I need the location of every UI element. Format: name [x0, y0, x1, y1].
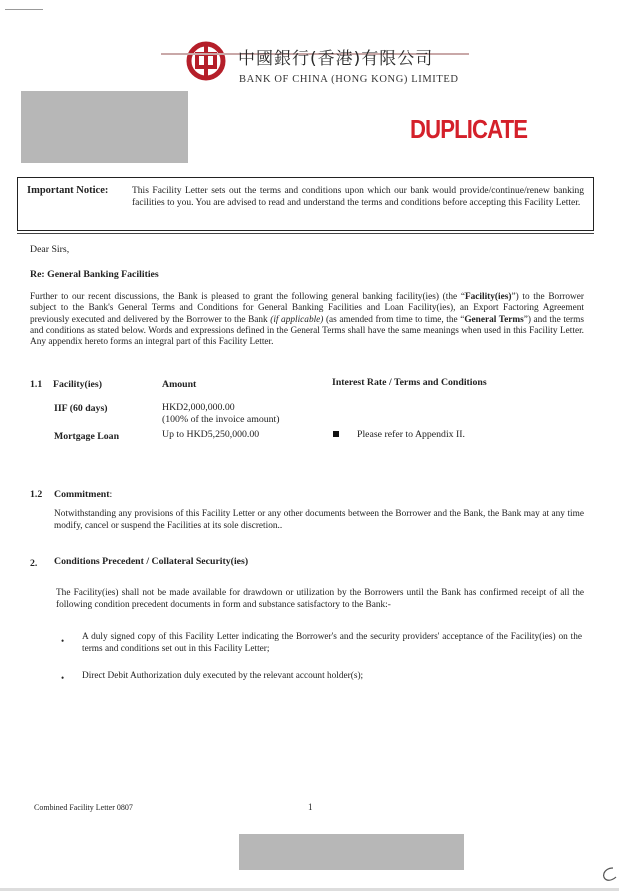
notice-text: This Facility Letter sets out the terms and conditions upon which our bank would provide/continue/renew banking facilities to you. You are advised to read and understand the terms and conditions before accepting this Facility Letter.	[132, 186, 584, 208]
col-terms-header: Interest Rate / Terms and Conditions	[332, 377, 487, 388]
facility-row-2-terms: Please refer to Appendix II.	[357, 429, 465, 440]
footer-form-code: Combined Facility Letter 0807	[34, 803, 133, 812]
corner-curl-icon	[597, 864, 617, 884]
section-1-1-number: 1.1	[30, 379, 43, 390]
bank-name-english: BANK OF CHINA (HONG KONG) LIMITED	[239, 74, 459, 85]
square-bullet-icon	[333, 431, 339, 437]
section-1-2-number: 1.2	[30, 489, 43, 500]
page-number: 1	[308, 802, 313, 812]
intro-paragraph: Further to our recent discussions, the Bank is pleased to grant the following general banking facility(ies) (the “Facility(ies)”) to the Borrower subject to the Bank's General Terms and Conditions for General Banking Facilities and Loan Facility(ies), an Export Factoring Agreement previously executed and delivered by the Borrower to the Bank (if applicable) (as amended from time to time, the “General Terms”) and the terms and conditions as stated below. Words and expressions defined in the General Terms shall have the same meanings when used in this Facility Letter. Any appendix hereto forms an integral part of this Facility Letter.	[30, 292, 584, 348]
notice-underline	[17, 233, 594, 234]
re-line: Re: General Banking Facilities	[30, 269, 159, 280]
bank-logo-icon	[186, 41, 226, 81]
col-amount-header: Amount	[162, 379, 197, 390]
notice-label: Important Notice:	[27, 185, 109, 196]
bank-name-chinese: 中國銀行(香港)有限公司	[238, 49, 434, 69]
condition-item-2: Direct Debit Authorization duly executed by the relevant account holder(s);	[82, 671, 364, 681]
section-1-2-text: Notwithstanding any provisions of this Facility Letter or any other documents between the Borrower and the Bank, the Bank may at any time modify, cancel or suspend the Facilities at its sole discretion..	[54, 509, 584, 531]
condition-item-1: A duly signed copy of this Facility Letter indicating the Borrower's and the security providers' acceptance of the Facility(ies) on the terms and conditions set out in this Facility Letter;	[82, 632, 582, 654]
redacted-footer-block	[239, 834, 464, 870]
bullet-icon: •	[61, 673, 65, 683]
redacted-address-block	[21, 91, 188, 163]
scan-artifact	[5, 9, 43, 13]
facility-row-2-amount: Up to HKD5,250,000.00	[162, 429, 260, 440]
facility-row-1-name: IIF (60 days)	[54, 403, 108, 414]
facility-row-1-note: (100% of the invoice amount)	[162, 414, 280, 425]
section-2-number: 2.	[30, 558, 38, 569]
section-1-2-title: Commitment:	[54, 489, 113, 500]
facility-row-2-name: Mortgage Loan	[54, 431, 120, 442]
section-2-title: Conditions Precedent / Collateral Security(ies)	[54, 556, 249, 567]
important-notice-box	[17, 177, 594, 231]
scan-edge	[0, 888, 619, 891]
salutation: Dear Sirs,	[30, 244, 70, 255]
facility-row-1-amount: HKD2,000,000.00	[162, 402, 235, 413]
duplicate-stamp: DUPLICATE	[410, 114, 528, 144]
section-2-text: The Facility(ies) shall not be made available for drawdown or utilization by the Borrowers until the Bank has confirmed receipt of all the following condition precedent documents in form and substance satisfactory to the Bank:-	[56, 588, 584, 610]
bullet-icon: •	[61, 636, 65, 646]
col-facility-header: Facility(ies)	[53, 379, 102, 390]
